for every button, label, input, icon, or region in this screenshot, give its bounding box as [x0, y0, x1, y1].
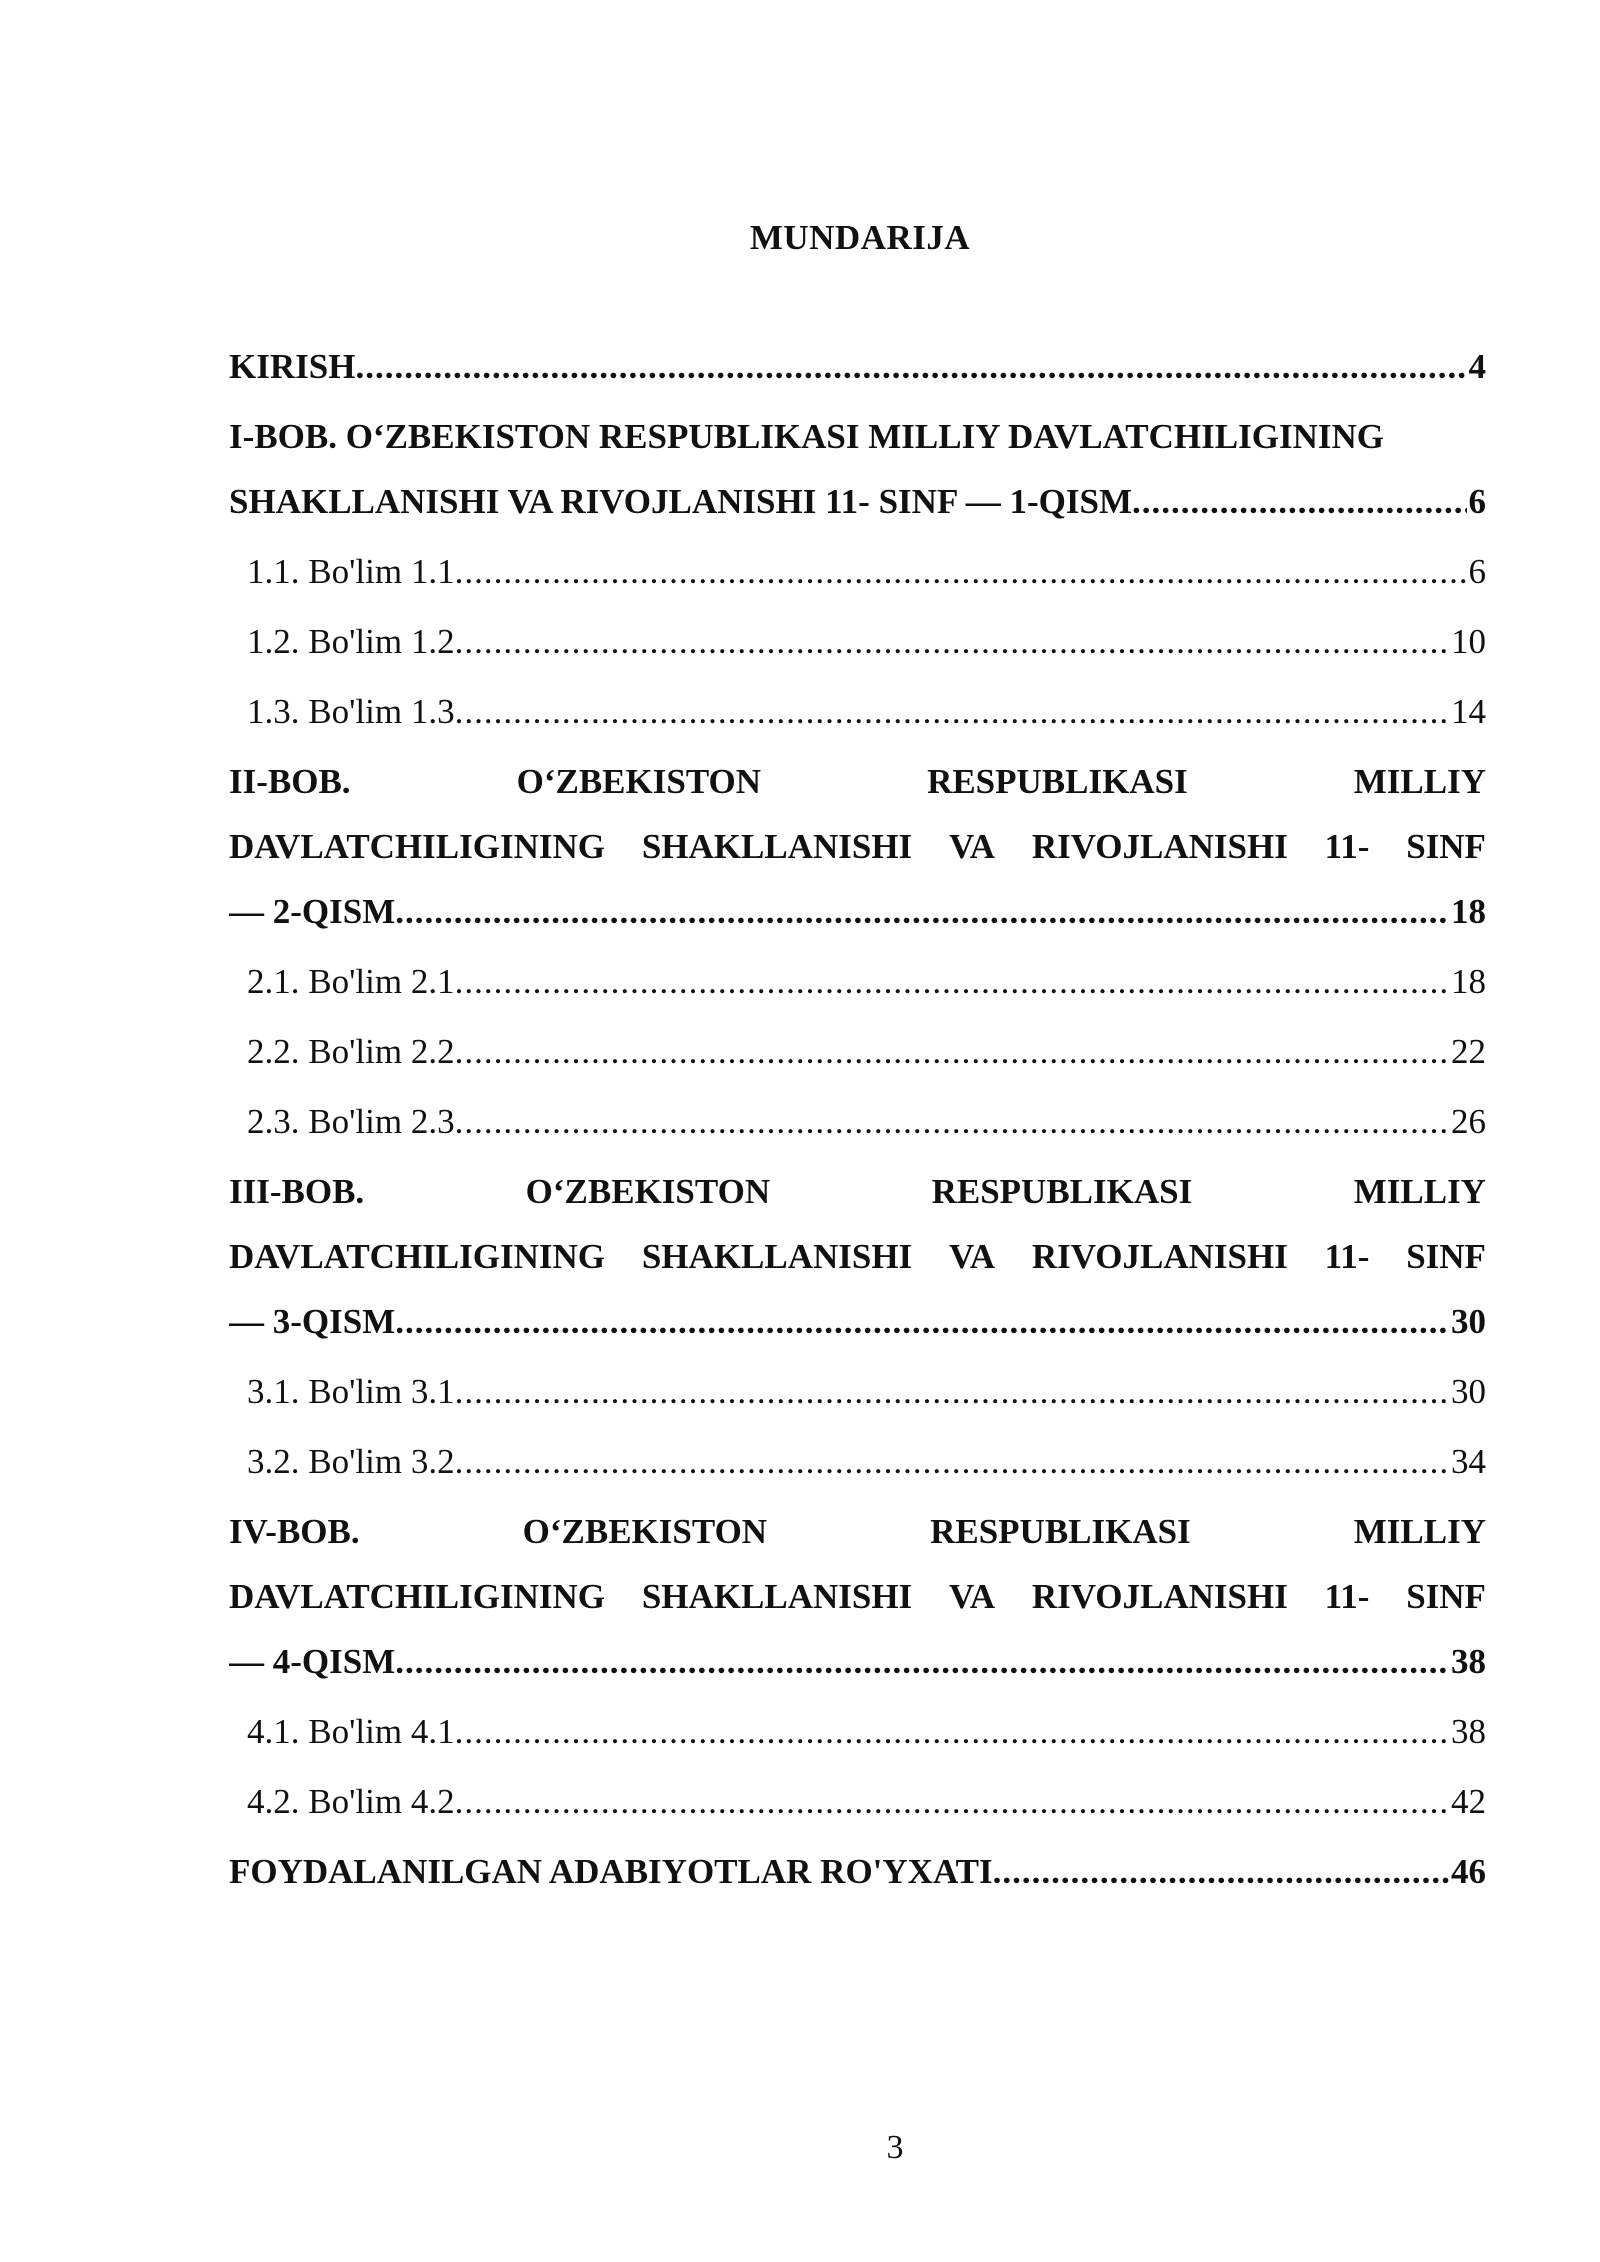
toc-section-1-3[interactable]	[229, 692, 1486, 762]
toc-word: MILLIY	[1353, 762, 1486, 801]
toc-section-2-2[interactable]	[229, 1032, 1486, 1102]
toc-word: DAVLATCHILIGINING	[229, 1237, 606, 1276]
toc-section-4-1[interactable]	[229, 1712, 1486, 1782]
dot-leader	[455, 1102, 1449, 1142]
toc-entry-label: 4.1. Bo'lim 4.1	[247, 1712, 455, 1751]
toc-page-number: 14	[1451, 692, 1486, 731]
toc-chapter-4-line-3[interactable]	[229, 1642, 1486, 1712]
toc-chapter-4-line-1[interactable]	[229, 1512, 1486, 1577]
toc-word: 11-	[1324, 1577, 1370, 1616]
dot-leader	[455, 962, 1449, 1002]
toc-entry-label: I-BOB. O‘ZBEKISTON RESPUBLIKASI MILLIY DAVLATCHILIGINING	[229, 417, 1384, 456]
dot-leader	[455, 1782, 1449, 1822]
toc-word: VA	[948, 1237, 996, 1276]
toc-page-number: 42	[1451, 1782, 1486, 1821]
toc-page-number: 38	[1451, 1642, 1486, 1681]
dot-leader	[455, 1372, 1449, 1412]
toc-entry-label: — 2-QISM	[229, 892, 396, 931]
dot-leader	[455, 1712, 1449, 1752]
toc-chapter-1-line-2[interactable]	[229, 482, 1486, 552]
toc-entry-label: 2.3. Bo'lim 2.3	[247, 1102, 455, 1141]
dot-leader	[455, 622, 1449, 662]
toc-word: SHAKLLANISHI	[641, 827, 913, 866]
page-title: MUNDARIJA	[749, 218, 971, 257]
toc-chapter-2-line-1[interactable]	[229, 762, 1486, 827]
toc-word: O‘ZBEKISTON	[525, 1172, 771, 1211]
toc-entry-label: 1.1. Bo'lim 1.1	[247, 552, 455, 591]
toc-word: 11-	[1324, 827, 1370, 866]
toc-section-4-2[interactable]	[229, 1782, 1486, 1852]
toc-chapter-1-line-1[interactable]	[229, 417, 1486, 482]
toc-word: MILLIY	[1353, 1172, 1486, 1211]
toc-entry-label: 3.2. Bo'lim 3.2	[247, 1442, 455, 1481]
toc-chapter-3-line-2[interactable]	[229, 1237, 1486, 1302]
toc-page-number: 30	[1451, 1372, 1486, 1411]
toc-word: RESPUBLIKASI	[931, 1172, 1193, 1211]
toc-page-number: 6	[1468, 552, 1486, 591]
toc-word: O‘ZBEKISTON	[522, 1512, 768, 1551]
toc-page-number: 22	[1451, 1032, 1486, 1071]
toc-entry-references[interactable]	[229, 1852, 1486, 1922]
toc-page-number: 4	[1468, 347, 1486, 386]
toc-section-1-1[interactable]	[229, 552, 1486, 622]
toc-entry-label: 2.2. Bo'lim 2.2	[247, 1032, 455, 1071]
toc-page-number: 18	[1451, 962, 1486, 1001]
toc-section-3-2[interactable]	[229, 1442, 1486, 1512]
page-number: 3	[886, 2129, 904, 2166]
toc-word: RIVOJLANISHI	[1031, 1577, 1288, 1616]
toc-word: O‘ZBEKISTON	[516, 762, 762, 801]
toc-word: VA	[948, 1577, 996, 1616]
toc-word: III-BOB.	[229, 1172, 365, 1211]
toc-chapter-2-line-2[interactable]	[229, 827, 1486, 892]
toc-word: SINF	[1406, 827, 1486, 866]
toc-entry-kirish[interactable]	[229, 347, 1486, 417]
toc-page-number: 6	[1468, 482, 1486, 521]
toc-entry-label: 3.1. Bo'lim 3.1	[247, 1372, 455, 1411]
toc-word: SHAKLLANISHI	[641, 1577, 913, 1616]
toc-section-2-1[interactable]	[229, 962, 1486, 1032]
toc-entry-label: 4.2. Bo'lim 4.2	[247, 1782, 455, 1821]
dot-leader	[455, 552, 1467, 592]
toc-word: IV-BOB.	[229, 1512, 360, 1551]
toc-word: VA	[948, 827, 996, 866]
toc-entry-label: — 4-QISM	[229, 1642, 396, 1681]
toc-word: RIVOJLANISHI	[1031, 827, 1288, 866]
toc-page-number: 10	[1451, 622, 1486, 661]
dot-leader	[1132, 482, 1466, 522]
toc-word: SINF	[1406, 1237, 1486, 1276]
dot-leader	[395, 892, 1449, 932]
toc-page-number: 18	[1451, 892, 1486, 931]
toc-entry-label: 2.1. Bo'lim 2.1	[247, 962, 455, 1001]
toc-page-number: 26	[1451, 1102, 1486, 1141]
toc-section-1-2[interactable]	[229, 622, 1486, 692]
toc-word: II-BOB.	[229, 762, 351, 801]
toc-word: SINF	[1406, 1577, 1486, 1616]
toc-chapter-4-line-2[interactable]	[229, 1577, 1486, 1642]
toc-entry-label: SHAKLLANISHI VA RIVOJLANISHI 11- SINF — 1-QISM	[229, 482, 1133, 521]
toc-page-number: 46	[1451, 1852, 1486, 1891]
dot-leader	[455, 1442, 1449, 1482]
dot-leader	[455, 692, 1449, 732]
toc-chapter-3-line-1[interactable]	[229, 1172, 1486, 1237]
table-of-contents	[229, 347, 1486, 1922]
toc-word: RESPUBLIKASI	[930, 1512, 1191, 1551]
toc-word: SHAKLLANISHI	[641, 1237, 913, 1276]
dot-leader	[395, 1642, 1449, 1682]
toc-page-number: 34	[1451, 1442, 1486, 1481]
dot-leader	[455, 1032, 1449, 1072]
toc-page-number: 38	[1451, 1712, 1486, 1751]
toc-entry-label: 1.3. Bo'lim 1.3	[247, 692, 455, 731]
dot-leader	[355, 347, 1466, 387]
dot-leader	[993, 1852, 1449, 1892]
toc-chapter-3-line-3[interactable]	[229, 1302, 1486, 1372]
toc-entry-label: FOYDALANILGAN ADABIYOTLAR RO'YXATI	[229, 1852, 993, 1891]
toc-section-3-1[interactable]	[229, 1372, 1486, 1442]
toc-chapter-2-line-3[interactable]	[229, 892, 1486, 962]
toc-entry-label: KIRISH	[229, 347, 356, 386]
toc-word: RESPUBLIKASI	[927, 762, 1188, 801]
toc-section-2-3[interactable]	[229, 1102, 1486, 1172]
toc-entry-label: — 3-QISM	[229, 1302, 396, 1341]
toc-word: MILLIY	[1353, 1512, 1486, 1551]
dot-leader	[395, 1302, 1449, 1342]
toc-entry-label: 1.2. Bo'lim 1.2	[247, 622, 455, 661]
toc-word: DAVLATCHILIGINING	[229, 827, 606, 866]
toc-page-number: 30	[1451, 1302, 1486, 1341]
toc-word: 11-	[1324, 1237, 1370, 1276]
toc-word: DAVLATCHILIGINING	[229, 1577, 606, 1616]
toc-word: RIVOJLANISHI	[1031, 1237, 1288, 1276]
